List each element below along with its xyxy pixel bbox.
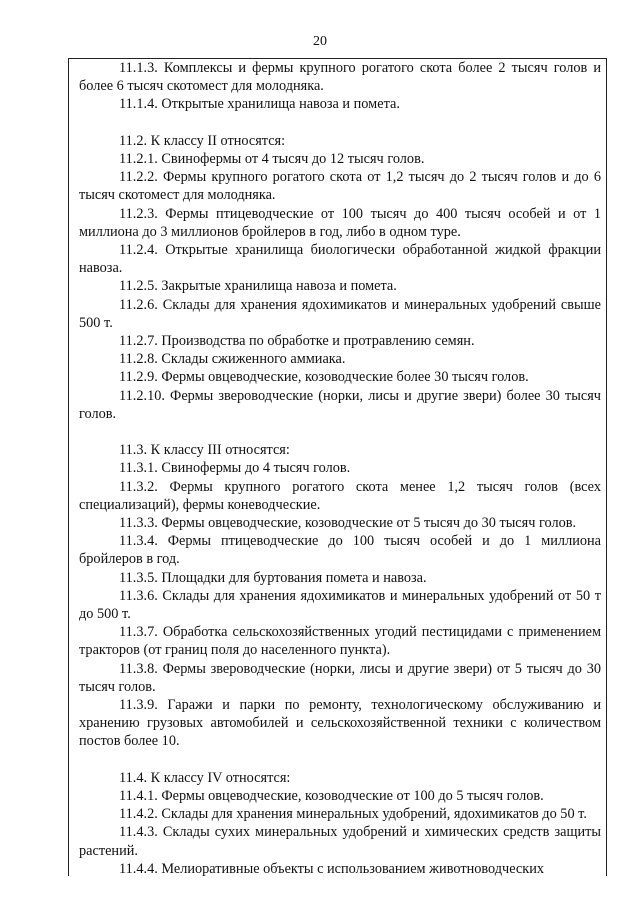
blank-line bbox=[79, 751, 601, 769]
paragraph: 11.3.1. Свинофермы до 4 тысяч голов. bbox=[119, 460, 351, 477]
paragraph: 11.2.9. Фермы овцеводческие, козоводческие более 30 тысяч голов. bbox=[119, 369, 529, 386]
paragraph: 11.2.7. Производства по обработке и протравлению семян. bbox=[119, 333, 475, 350]
paragraph: 11.3.7. Обработка сельскохозяйственных угодий пестицидами с применением тракторов (от границ поля до населенного пункта). bbox=[79, 624, 601, 659]
section-heading: 11.4. К классу IV относятся: bbox=[119, 769, 291, 786]
blank-line bbox=[79, 114, 601, 132]
paragraph: 11.3.6. Склады для хранения ядохимикатов и минеральных удобрений от 50 т до 500 т. bbox=[79, 587, 601, 623]
paragraph: 11.1.3. Комплексы и фермы крупного рогатого скота более 2 тысяч голов и более 6 тысяч скотомест для молодняка. bbox=[79, 60, 601, 95]
paragraph: 11.2.1. Свинофермы от 4 тысяч до 12 тысяч голов. bbox=[119, 151, 425, 167]
paragraph: 11.2.8. Склады сжиженного аммиака. bbox=[119, 351, 346, 368]
paragraph: 11.1.4. Открытые хранилища навоза и помета. bbox=[119, 96, 400, 113]
blank-line bbox=[79, 423, 601, 441]
paragraph: 11.3.3. Фермы овцеводческие, козоводческие от 5 тысяч до 30 тысяч голов. bbox=[119, 515, 577, 532]
document-content bbox=[79, 59, 601, 876]
paragraph: 11.2.6. Склады для хранения ядохимикатов и минеральных удобрений свыше 500 т. bbox=[79, 296, 601, 331]
paragraph: 11.2.2. Фермы крупного рогатого скота от 1,2 тысяч до 2 тысяч голов и до 6 тысяч скотомест для молодняка. bbox=[79, 169, 601, 204]
paragraph: 11.4.2. Склады для хранения минеральных удобрений, ядохимикатов до 50 т. bbox=[119, 806, 587, 823]
paragraph: 11.2.4. Открытые хранилища биологически обработанной жидкой фракции навоза. bbox=[79, 242, 601, 277]
paragraph: 11.3.2. Фермы крупного рогатого скота менее 1,2 тысяч голов (всех специализаций), фермы коневодческие. bbox=[79, 478, 601, 513]
paragraph: 11.3.9. Гаражи и парки по ремонту, технологическому обслуживанию и хранению грузовых автомобилей и сельскохозяйственной техники с количеством постов более 10. bbox=[79, 697, 601, 750]
document-frame bbox=[68, 58, 607, 876]
paragraph: 11.2.5. Закрытые хранилища навоза и помета. bbox=[119, 278, 397, 295]
section-heading: 11.3. К классу III относятся: bbox=[119, 442, 290, 459]
paragraph: 11.3.8. Фермы звероводческие (норки, лисы и другие звери) от 5 тысяч до 30 тысяч голов. bbox=[79, 660, 601, 695]
paragraph: 11.3.5. Площадки для буртования помета и навоза. bbox=[119, 569, 427, 586]
paragraph: 11.3.4. Фермы птицеводческие до 100 тысяч особей и до 1 миллиона бройлеров в год. bbox=[79, 533, 601, 568]
paragraph: 11.4.1. Фермы овцеводческие, козоводческие от 100 до 5 тысяч голов. bbox=[119, 788, 544, 805]
paragraph: 11.4.4. Мелиоративные объекты с использованием животноводческих bbox=[119, 860, 545, 876]
paragraph: 11.4.3. Склады сухих минеральных удобрений и химических средств защиты растений. bbox=[79, 824, 601, 859]
section-heading: 11.2. К классу II относятся: bbox=[119, 132, 286, 149]
paragraph: 11.2.10. Фермы звероводческие (норки, лисы и другие звери) более 30 тысяч голов. bbox=[79, 387, 601, 422]
paragraph: 11.2.3. Фермы птицеводческие от 100 тысяч до 400 тысяч особей и от 1 миллиона до 3 миллионов бройлеров в год, либо в одном туре. bbox=[79, 205, 601, 240]
page-number: 20 bbox=[313, 34, 327, 49]
